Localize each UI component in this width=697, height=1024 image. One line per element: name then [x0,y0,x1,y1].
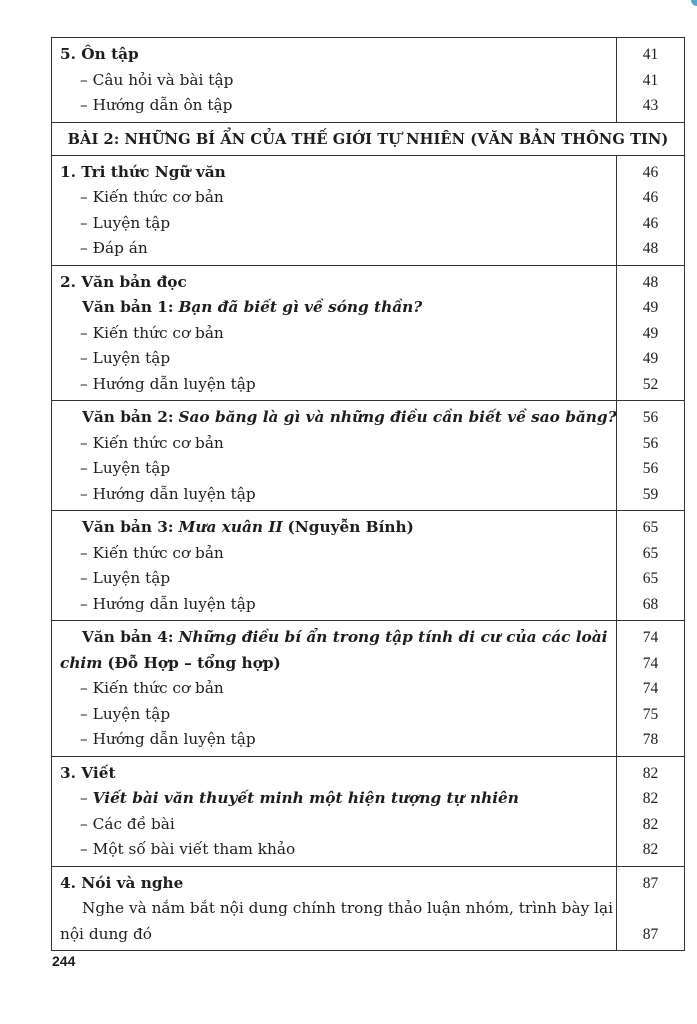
toc-item [60,372,608,398]
dash-mark: – [80,96,88,114]
page-number: 244 [52,953,76,969]
toc-section [52,401,685,511]
toc-item-label: Hướng dẫn luyện tập [92,730,256,748]
toc-item-label: Luyện tập [92,569,171,587]
page-ref: 56 [642,409,659,426]
toc-item-label: Kiến thức cơ bản [92,188,224,206]
page-ref: 82 [642,841,659,858]
section-heading: 1. Tri thức Ngữ văn [60,162,226,181]
toc-item-label: Câu hỏi và bài tập [92,70,234,89]
toc-section [52,155,685,265]
toc-item-label: Luyện tập [92,349,171,367]
page-ref: 74 [642,654,659,672]
toc-page-column [617,401,685,511]
dash-mark: – [80,459,88,477]
page-ref: 82 [642,790,659,807]
table-of-contents [51,37,685,951]
toc-item [60,566,608,592]
page-ref: 49 [642,324,659,342]
toc-item-label: Hướng dẫn luyện tập [92,594,256,613]
page-ref: 46 [642,214,659,232]
dash-mark: – [80,188,88,206]
text-title: chim [60,653,103,672]
toc-section [52,866,685,951]
toc-item [60,592,608,618]
dash-mark: – [80,323,88,342]
toc-item [60,431,608,457]
section-heading: 4. Nói và nghe [60,873,184,892]
toc-item [60,676,608,702]
toc-item [60,727,608,753]
text-entry [60,515,608,541]
text-title: Sao băng là gì và những điều cần biết về sao băng? [178,408,617,426]
toc-entries [52,401,617,511]
text-entry [60,625,608,651]
page-ref: 46 [642,189,659,206]
page-ref: 59 [642,485,659,503]
toc-item [60,93,608,119]
toc-page-column [617,866,685,951]
text-entry-continued [60,651,608,677]
text-title: Mưa xuân II [178,518,283,536]
toc-item-label: Luyện tập [92,213,171,232]
text-number: Văn bản 2: [82,408,174,426]
toc-item [60,541,608,567]
page-ref: 49 [642,299,659,316]
toc-page-column [617,511,685,621]
page-ref: 43 [642,97,659,114]
paragraph-line: Nghe và nắm bắt nội dung chính trong thảo luận nhóm, trình bày lại [82,899,613,917]
toc-item-label: Hướng dẫn luyện tập [92,484,256,503]
toc-item [60,321,608,347]
toc-item-label: Hướng dẫn ôn tập [92,96,233,114]
toc-item [60,456,608,482]
toc-item [60,68,608,94]
dash-mark: – [80,594,88,613]
dash-mark: – [80,789,88,807]
toc-item [60,211,608,237]
toc-entries [52,866,617,951]
dash-mark: – [80,679,88,697]
toc-entries [52,511,617,621]
toc-item-label: Luyện tập [92,459,171,477]
toc-page-column [617,155,685,265]
text-number: Văn bản 1: [82,298,174,316]
page-ref: 82 [642,764,659,782]
toc-item [60,482,608,508]
toc-item-label: Hướng dẫn luyện tập [92,374,256,393]
page-ref: 87 [642,925,659,943]
toc-item-label: Kiến thức cơ bản [92,323,224,342]
page-ref: 46 [642,163,659,181]
page-ref: 41 [642,71,659,89]
toc-item [60,236,608,262]
section-heading: 3. Viết [60,763,116,782]
section-heading: 5. Ôn tập [60,45,139,63]
dash-mark: – [80,433,88,452]
text-author: (Nguyễn Bính) [287,518,414,536]
page-ref: 56 [642,460,659,477]
toc-section [52,511,685,621]
toc-page-column [617,756,685,866]
toc-item [60,346,608,372]
text-number: Văn bản 3: [82,518,174,536]
dash-mark: – [80,239,88,257]
dash-mark: – [80,213,88,232]
toc-entries [52,756,617,866]
toc-item-label: Viết bài văn thuyết minh một hiện tượng tự nhiên [92,789,519,807]
text-title: Những điều bí ẩn trong tập tính di cư của các loài [178,628,608,646]
page-ref: 41 [642,46,659,63]
page-ref: 52 [642,375,659,393]
page-ref [617,896,684,922]
page-ref: 75 [642,705,659,723]
dash-mark: – [80,543,88,562]
corner-color-mark [691,0,697,6]
toc-section [52,756,685,866]
toc-section [52,122,685,155]
toc-page-column [617,38,685,123]
toc-item [60,786,608,812]
dash-mark: – [80,374,88,393]
toc-item-label: Kiến thức cơ bản [92,543,224,562]
toc-page-column [617,621,685,757]
toc-item-label: Kiến thức cơ bản [92,433,224,452]
toc-entries [52,621,617,757]
dash-mark: – [80,70,88,89]
toc-item-label: Đáp án [92,239,148,257]
toc-section [52,38,685,123]
part-title: BÀI 2: NHỮNG BÍ ẨN CỦA THẾ GIỚI TỰ NHIÊN (VĂN BẢN THÔNG TIN) [67,131,669,148]
toc-item-label: Một số bài viết tham khảo [92,840,296,858]
page-ref: 48 [642,273,659,291]
toc-item-label: Kiến thức cơ bản [92,679,224,697]
toc-item [60,837,608,863]
toc-item-label: Các đề bài [92,814,175,833]
dash-mark: – [80,814,88,833]
toc-entries [52,155,617,265]
page-ref: 74 [642,680,659,697]
text-entry [60,295,608,321]
dash-mark: – [80,840,88,858]
toc-item-label: Luyện tập [92,704,171,723]
page-ref: 56 [642,434,659,452]
toc-entries [52,38,617,123]
page-ref: 65 [642,519,659,536]
text-title: Bạn đã biết gì về sóng thần? [178,298,423,316]
page-ref: 87 [642,874,659,892]
page-ref: 48 [642,240,659,257]
section-heading: 2. Văn bản đọc [60,272,187,291]
page-ref: 49 [642,350,659,367]
toc-section [52,621,685,757]
text-entry [60,405,617,431]
dash-mark: – [80,730,88,748]
dash-mark: – [80,569,88,587]
text-author: (Đỗ Hợp – tổng hợp) [107,653,281,672]
dash-mark: – [80,704,88,723]
page-ref: 65 [642,570,659,587]
paragraph-line: nội dung đó [60,924,152,943]
dash-mark: – [80,484,88,503]
toc-item [60,185,608,211]
toc-item [60,702,608,728]
toc-entries [52,265,617,401]
page-ref: 74 [642,629,659,646]
page-ref: 82 [642,815,659,833]
page-ref: 68 [642,595,659,613]
page-ref: 65 [642,544,659,562]
toc-item [60,812,608,838]
toc-section [52,265,685,401]
page-ref: 78 [642,731,659,748]
dash-mark: – [80,349,88,367]
toc-page-column [617,265,685,401]
text-number: Văn bản 4: [82,628,174,646]
